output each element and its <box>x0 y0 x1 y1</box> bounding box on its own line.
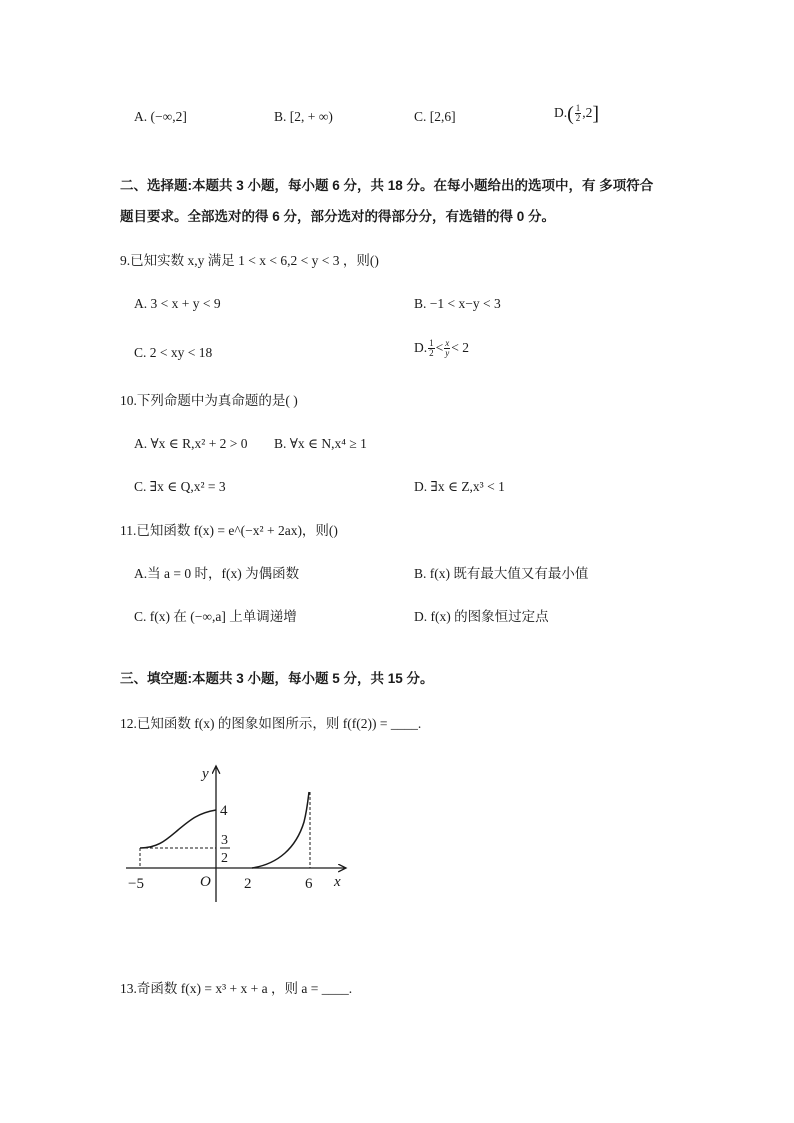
left-paren: ( <box>567 102 574 125</box>
q8-option-c: C. [2,6] <box>414 109 456 124</box>
q8-option-d-prefix: D. <box>554 105 568 120</box>
value-4: 4 <box>220 803 228 819</box>
y-axis-label: y <box>202 766 209 782</box>
q10-option-c: C. ∃x ∈ Q,x² = 3 <box>134 479 226 494</box>
section2-heading-line2: 题目要求。全部选对的得 6 分，部分选对的得部分分，有选错的得 0 分。 <box>120 209 556 224</box>
fraction-one-half: $\frac{1}{2}$ <box>429 338 434 359</box>
q9-option-d <box>414 339 469 358</box>
q11-option-a: A.当 a = 0 时，f(x) 为偶函数 <box>134 566 300 581</box>
q11-option-c: C. f(x) 在 (−∞,a] 上单调递增 <box>134 609 297 624</box>
origin-label: O <box>200 874 211 890</box>
q10-option-b: B. ∀x ∈ N,x⁴ ≥ 1 <box>274 436 367 451</box>
q12-stem: 12.已知函数 f(x) 的图象如图所示，则 f(f(2)) = ____. <box>120 716 422 731</box>
right-bracket: ] <box>592 102 600 125</box>
q9-stem: 9.已知实数 x,y 满足 1 < x < 6,2 < y < 3 ，则() <box>120 253 379 268</box>
value-3-2-den: 2 <box>221 851 228 866</box>
tick-6: 6 <box>305 876 313 892</box>
q9-option-d-suffix: < 2 <box>451 340 469 355</box>
tick-neg5: −5 <box>128 876 144 892</box>
q10-option-d: D. ∃x ∈ Z,x³ < 1 <box>414 479 505 494</box>
q8-option-a: A. (−∞,2] <box>134 109 187 124</box>
curve-right <box>252 792 309 868</box>
section3-heading: 三、填空题:本题共 3 小题，每小题 5 分，共 15 分。 <box>120 671 434 686</box>
tick-2: 2 <box>244 876 252 892</box>
q11-option-b: B. f(x) 既有最大值又有最小值 <box>414 566 589 581</box>
q11-option-d: D. f(x) 的图象恒过定点 <box>414 609 549 624</box>
curve-left <box>140 810 216 848</box>
q8-option-d-suffix: ,2 <box>582 105 593 120</box>
q9-option-d-prefix: D. <box>414 340 428 355</box>
q8-option-b: B. [2, + ∞) <box>274 109 333 124</box>
less-than: < <box>435 340 444 355</box>
x-axis-label: x <box>334 874 341 890</box>
function-graph <box>118 758 358 908</box>
q8-option-d <box>554 104 599 123</box>
value-3-2-num: 3 <box>221 833 228 848</box>
q10-option-a: A. ∀x ∈ R,x² + 2 > 0 <box>134 436 248 451</box>
fraction-one-half: $\frac{1}{2}$ <box>575 103 581 124</box>
section2-heading-line1: 二、选择题:本题共 3 小题，每小题 6 分，共 18 分。在每小题给出的选项中，有 多项符合 <box>120 178 654 193</box>
q10-stem: 10.下列命题中为真命题的是( ) <box>120 393 298 408</box>
q9-option-c: C. 2 < xy < 18 <box>134 345 213 360</box>
q13-stem: 13.奇函数 f(x) = x³ + x + a ，则 a = ____. <box>120 981 353 996</box>
q9-option-a: A. 3 < x + y < 9 <box>134 296 221 311</box>
fraction-x-over-y: $\frac{x}{y}$ <box>445 338 450 359</box>
q11-stem: 11.已知函数 f(x) = e^(−x² + 2ax)，则() <box>120 523 338 538</box>
q9-option-b: B. −1 < x−y < 3 <box>414 296 501 311</box>
